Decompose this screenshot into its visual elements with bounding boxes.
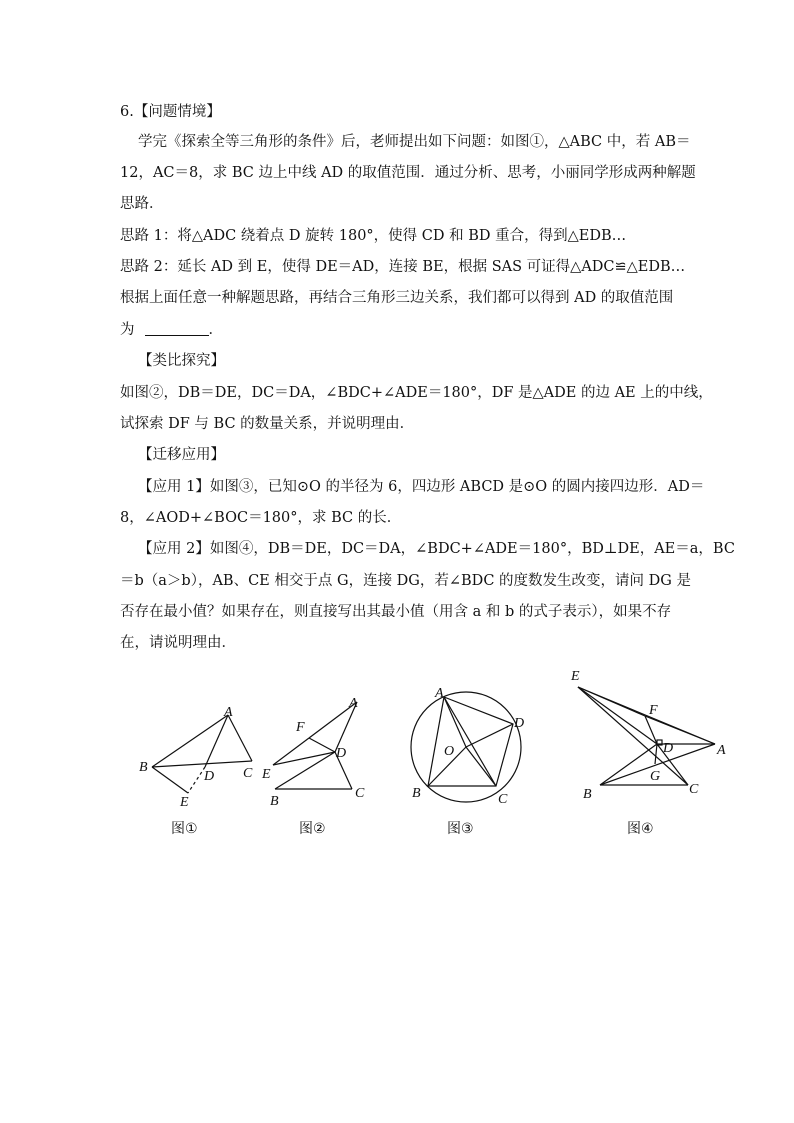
fig4-label-f: F xyxy=(649,703,658,718)
analog-line-2: 试探索 DF 与 BC 的数量关系，并说明理由． xyxy=(120,416,415,432)
fig2-label-f: F xyxy=(296,720,305,735)
app2-line-3: 否存在最小值？如果存在，则直接写出其最小值（用含 a 和 b 的式子表示），如果不存 xyxy=(120,604,672,620)
fig2-label-c: C xyxy=(355,786,365,801)
fig4-label-d: D xyxy=(663,741,674,756)
fig1-caption: 图① xyxy=(171,821,198,837)
text-line-6: 根据上面任意一种解题思路，再结合三角形三边关系，我们都可以得到 AD 的取值范围 xyxy=(120,290,674,306)
fig1-segment-ac xyxy=(228,715,252,761)
fig3-caption: 图③ xyxy=(447,821,474,837)
fig1-label-c: C xyxy=(243,766,253,781)
fig1-segment-bc xyxy=(152,761,252,767)
fig4-segment-dg xyxy=(655,744,657,764)
fig3-label-o: O xyxy=(444,744,455,759)
fig4-label-g: G xyxy=(650,769,661,784)
fig4-caption: 图④ xyxy=(627,821,654,837)
fig3-radius-oc xyxy=(466,747,496,786)
fig1-segment-de xyxy=(188,767,205,793)
fig4-segment-ec xyxy=(578,687,688,785)
answer-prefix: 为 xyxy=(120,322,135,338)
idea-1-line: 思路 1：将△ADC 绕着点 D 旋转 180°，使得 CD 和 BD 重合，得到△EDB… xyxy=(120,228,627,244)
fig3-label-a: A xyxy=(435,686,444,701)
fig3-label-d: D xyxy=(514,716,525,731)
fig4-label-e: E xyxy=(571,669,580,684)
fig4-label-a: A xyxy=(717,743,726,758)
fig2-label-e: E xyxy=(262,767,271,782)
fig2-label-b: B xyxy=(270,794,279,809)
fig1-label-e: E xyxy=(180,795,189,810)
fig3-label-c: C xyxy=(498,792,508,807)
fig1-label-b: B xyxy=(139,760,148,775)
fig1-label-d: D xyxy=(204,769,215,784)
fig2-segment-bd xyxy=(275,752,335,789)
fig2-label-a: A xyxy=(349,696,358,711)
fig4-label-b: B xyxy=(583,787,592,802)
app1-line-2: 8，∠AOD+∠BOC＝180°，求 BC 的长． xyxy=(120,510,402,526)
fig4-segment-bd xyxy=(600,744,657,785)
fig1-segment-be xyxy=(152,767,188,793)
problem-number: 6. xyxy=(120,104,134,120)
answer-line: 为 ． xyxy=(120,322,223,338)
fig2-caption: 图② xyxy=(299,821,326,837)
analog-line-1: 如图②，DB＝DE，DC＝DA，∠BDC+∠ADE＝180°，DF 是△ADE 的边 AE 上的中线， xyxy=(120,385,713,401)
text-line-2: 12，AC＝8，求 BC 边上中线 AD 的取值范围．通过分析、思考，小丽同学形成两种解题 xyxy=(120,165,696,181)
fig3-label-b: B xyxy=(412,786,421,801)
fig2-label-d: D xyxy=(336,746,347,761)
fig3-diagonal-ac xyxy=(444,697,496,786)
section-heading-analog: 【类比探究】 xyxy=(138,353,225,369)
text-line-1: 学完《探索全等三角形的条件》后，老师提出如下问题：如图①，△ABC 中，若 AB＝ xyxy=(138,134,691,150)
app2-line-1: 【应用 2】如图④，DB＝DE，DC＝DA，∠BDC+∠ADE＝180°，BD⊥DE，AE＝a，BC xyxy=(138,541,735,557)
section-heading-transfer: 【迁移应用】 xyxy=(138,447,225,463)
fig1-label-a: A xyxy=(224,705,233,720)
text-line-3: 思路． xyxy=(120,196,164,212)
section-heading-situation: 【问题情境】 xyxy=(133,104,221,120)
fig3-radius-od xyxy=(466,724,513,747)
fig4-label-c: C xyxy=(689,782,699,797)
idea-2-line: 思路 2：延长 AD 到 E，使得 DE＝AD，连接 BE，根据 SAS 可证得△ADC≌△EDB… xyxy=(120,259,686,275)
app2-line-4: 在，请说明理由． xyxy=(120,635,236,651)
app2-line-2: ＝b（a＞b），AB、CE 相交于点 G，连接 DG，若∠BDC 的度数发生改变，请问 DG 是 xyxy=(120,573,691,589)
app1-line-1: 【应用 1】如图③，已知⊙O 的半径为 6，四边形 ABCD 是⊙O 的圆内接四边形．AD＝ xyxy=(138,479,705,495)
fig2-segment-fd xyxy=(309,738,335,752)
